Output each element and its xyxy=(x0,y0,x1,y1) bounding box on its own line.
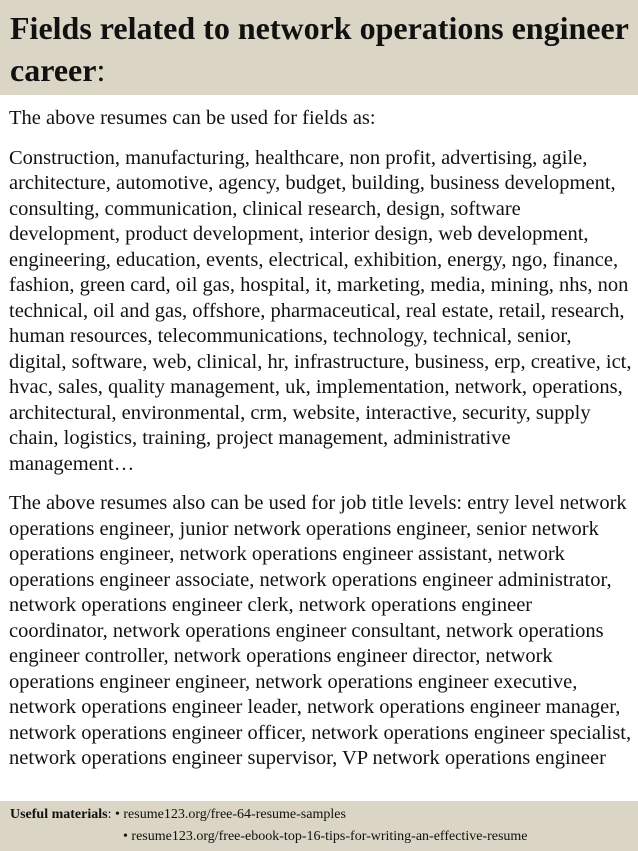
page-title xyxy=(10,7,630,91)
footer-line-1 xyxy=(10,806,346,823)
resume-samples-link[interactable]: resume123.org/free-64-resume-samples xyxy=(123,807,346,822)
footer-line-2 xyxy=(123,828,528,845)
job-levels-paragraph: The above resumes also can be used for job title levels: entry level network operations engineer, junior network operations engineer, senior network operations engineer, network operations engineer assistant, network operations engineer associate, network operations engineer administrator, network operations engineer clerk, network operations engineer coordinator, network operations engineer consultant, network operations engineer controller, network operations engineer director, network operations engineer engineer, network operations engineer executive, network operations engineer leader, network operations engineer manager, network operations engineer officer, network operations engineer specialist, network operations engineer supervisor, VP network operations engineer xyxy=(9,492,632,769)
ebook-tips-link[interactable]: resume123.org/free-ebook-top-16-tips-for-writing-an-effective-resume xyxy=(131,829,528,844)
bullet-icon: • xyxy=(123,829,132,844)
title-banner xyxy=(0,0,638,95)
page-title-colon: : xyxy=(96,52,106,88)
fields-paragraph: Construction, manufacturing, healthcare, non profit, advertising, agile, architecture, automotive, agency, budget, building, business development, consulting, communication, clinical research, design, software development, product development, interior design, web development, engineering, education, events, electrical, exhibition, energy, ngo, finance, fashion, green card, oil gas, hospital, it, marketing, media, mining, nhs, non technical, oil and gas, offshore, pharmaceutical, real estate, retail, research, human resources, telecommunications, technology, technical, senior, digital, software, web, clinical, hr, infrastructure, business, erp, creative, ict, hvac, sales, quality management, uk, implementation, network, operations, architectural, environmental, crm, website, interactive, security, supply chain, logistics, training, project management, administrative management… xyxy=(9,146,632,475)
intro-paragraph: The above resumes can be used for fields as: xyxy=(9,107,376,129)
useful-materials-label: Useful materials xyxy=(10,807,108,822)
footer-banner xyxy=(0,801,638,851)
footer-separator: : xyxy=(107,807,115,822)
main-content xyxy=(9,106,633,801)
bullet-icon: • xyxy=(114,807,124,822)
page-title-text: Fields related to network operations engineer career xyxy=(10,10,629,88)
